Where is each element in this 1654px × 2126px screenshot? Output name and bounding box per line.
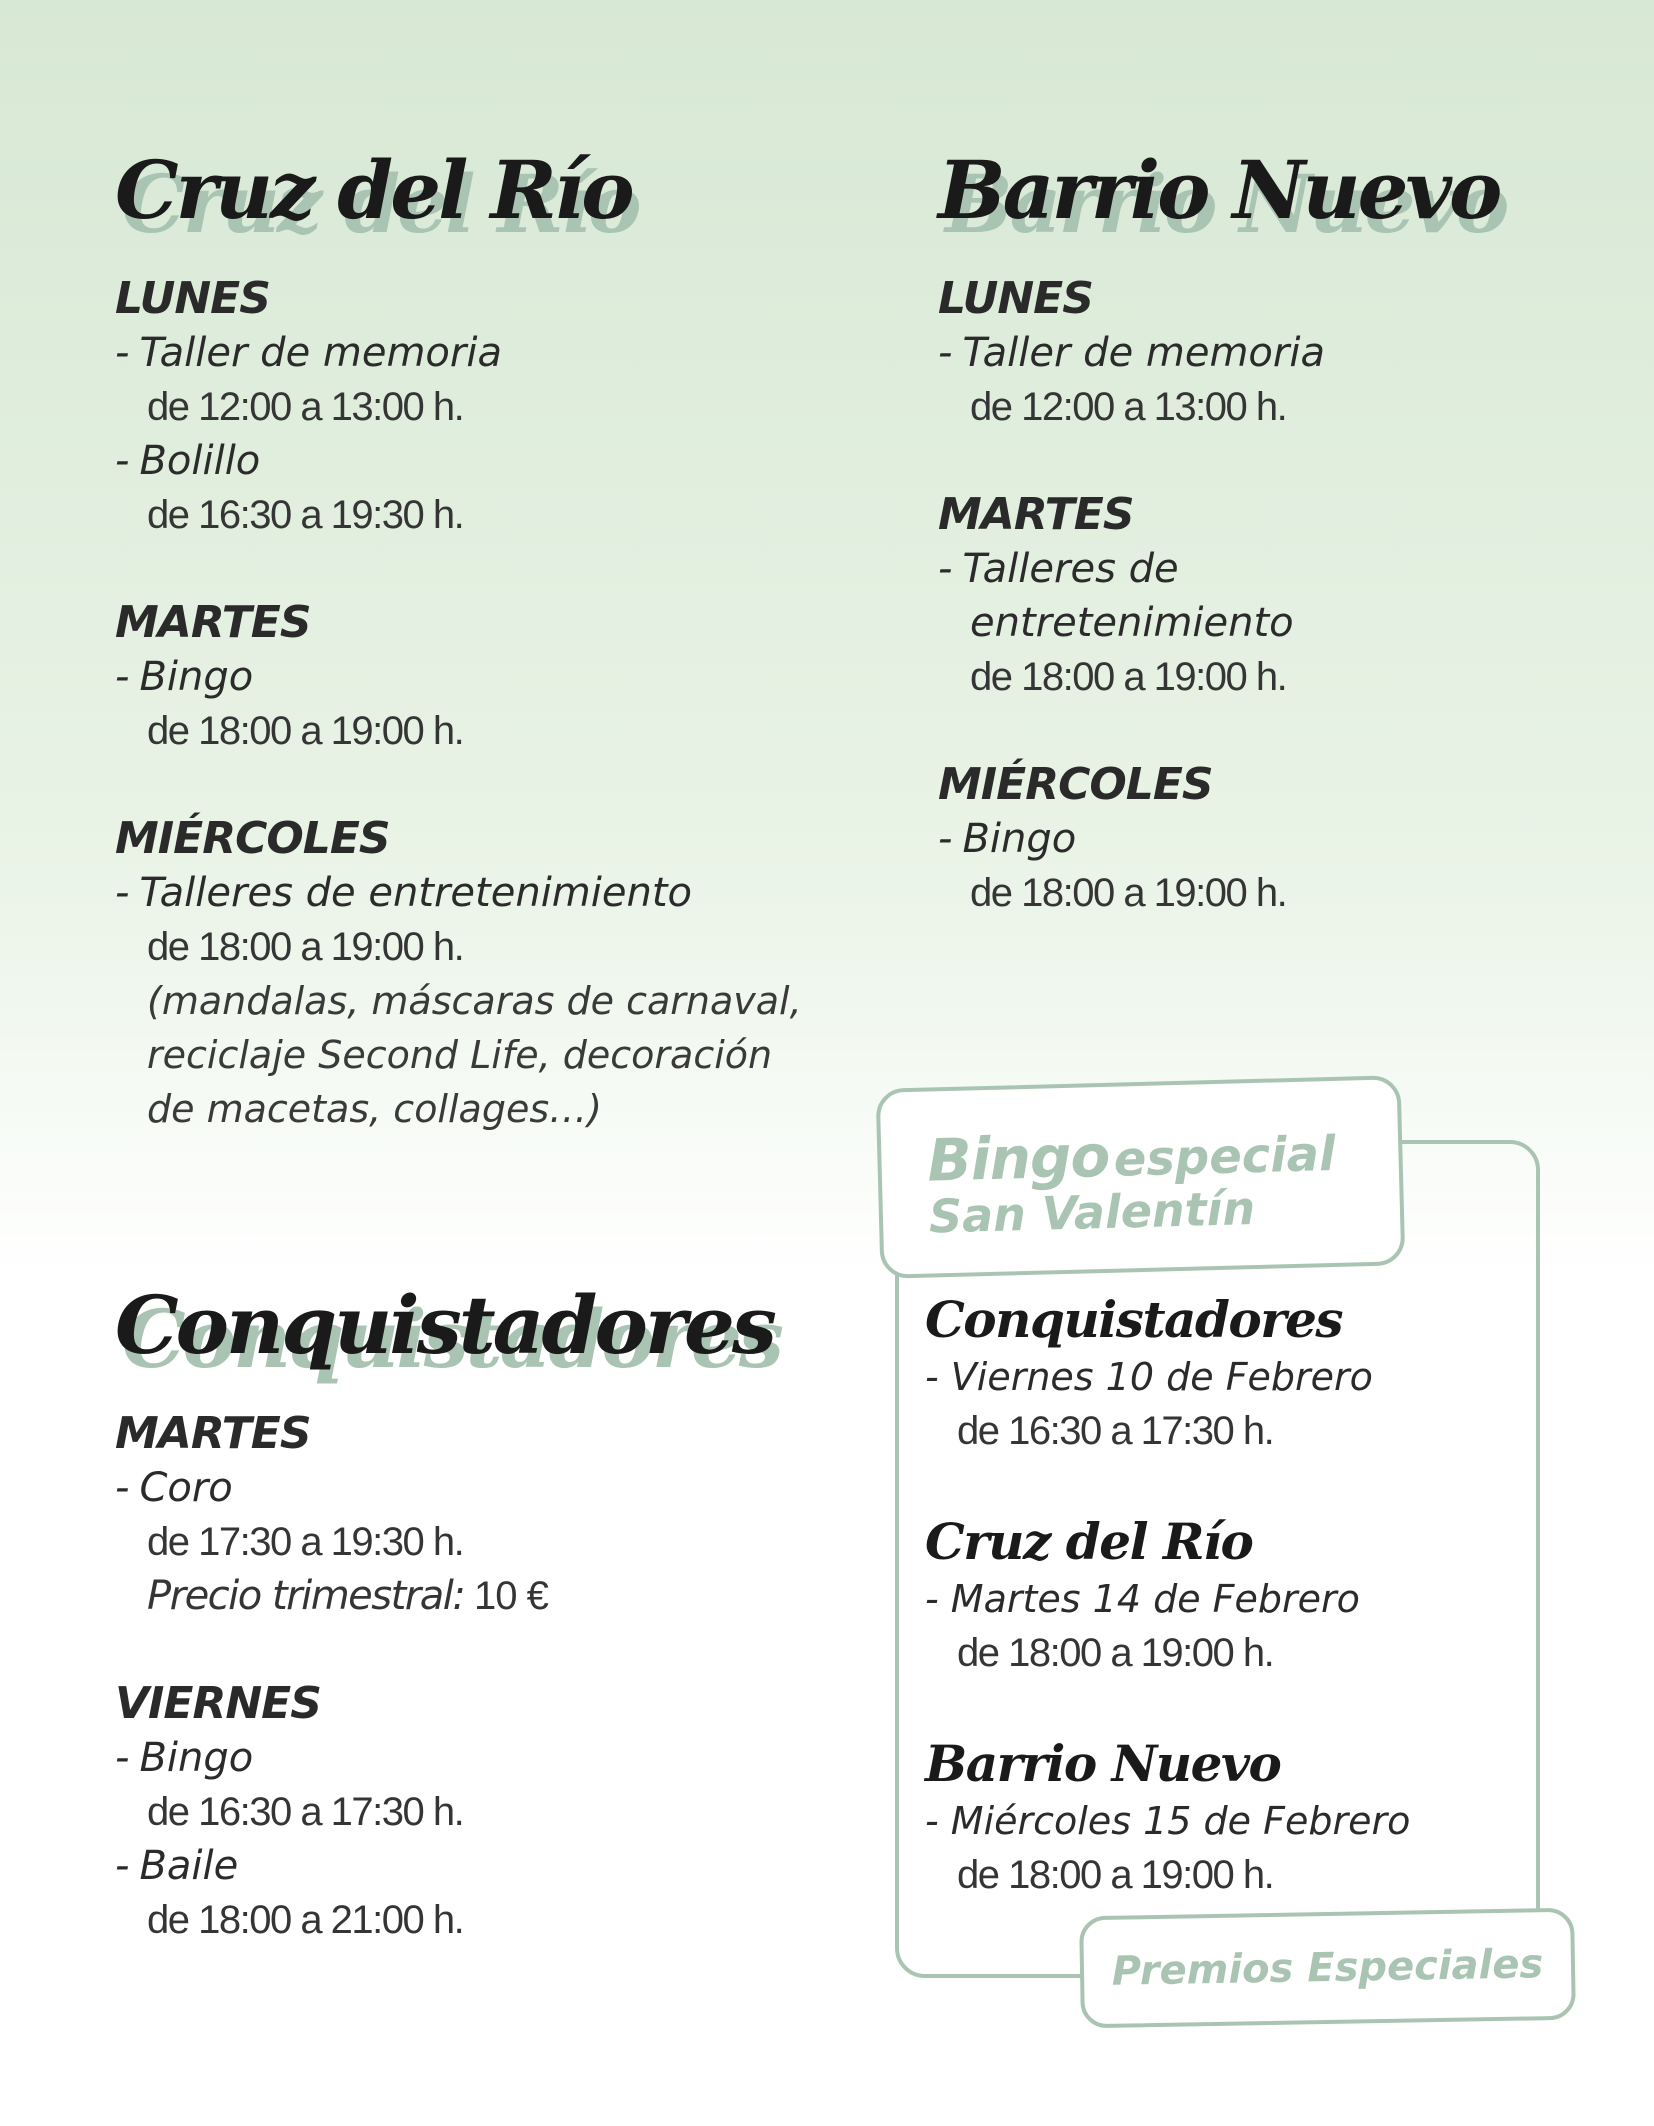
day-block (938, 758, 1499, 920)
prize-label: Premios Especiales (1111, 1941, 1544, 1995)
activity-time: de 12:00 a 13:00 h. (147, 385, 464, 429)
special-bingo-header (876, 1075, 1406, 1279)
special-item (925, 1290, 1410, 1458)
special-time: de 18:00 a 19:00 h. (957, 1853, 1274, 1897)
day-name: MARTES (938, 489, 1134, 540)
activity-name: - Taller de memoria (115, 330, 502, 376)
activity-name: - Talleres de entretenimiento (115, 870, 692, 916)
day-name: MARTES (115, 1408, 311, 1459)
special-date: - Martes 14 de Febrero (925, 1577, 1360, 1621)
special-list (925, 1290, 1410, 1956)
activity-time: de 18:00 a 19:00 h. (970, 871, 1287, 915)
activity-note: reciclaje Second Life, decoración (147, 1033, 773, 1077)
price-value: 10 € (473, 1574, 548, 1618)
special-location: Cruz del Río (925, 1512, 1253, 1571)
day-name: VIERNES (115, 1678, 321, 1729)
activity-time: de 12:00 a 13:00 h. (970, 385, 1287, 429)
activity-time: de 16:30 a 17:30 h. (147, 1790, 464, 1834)
day-name: MIÉRCOLES (115, 813, 390, 864)
section-barrio-nuevo (938, 143, 1500, 974)
activity-name: - Bingo (115, 1735, 254, 1781)
special-location: Conquistadores (925, 1290, 1343, 1349)
special-item (925, 1512, 1410, 1680)
bingo-san-valentin: San Valentín (928, 1181, 1256, 1244)
day-block (115, 272, 802, 542)
day-name: MARTES (115, 597, 311, 648)
activity-note: (mandalas, máscaras de carnaval, (147, 979, 802, 1023)
section-conquistadores (115, 1278, 774, 2001)
activity-name: - Taller de memoria (938, 330, 1325, 376)
day-block (115, 1677, 774, 1947)
day-block (115, 812, 802, 1136)
activity-name: - Coro (115, 1465, 233, 1511)
special-time: de 16:30 a 17:30 h. (957, 1409, 1274, 1453)
section-cruz-del-rio (115, 143, 802, 1190)
day-block (938, 488, 1499, 704)
special-item (925, 1734, 1410, 1902)
activity-name: - Talleres de (938, 546, 1179, 592)
day-block (115, 1407, 774, 1623)
day-name: LUNES (115, 273, 270, 324)
activity-time: de 18:00 a 21:00 h. (147, 1898, 464, 1942)
activity-name: - Baile (115, 1843, 239, 1889)
day-name: MIÉRCOLES (938, 759, 1213, 810)
day-name: LUNES (938, 273, 1093, 324)
special-date: - Viernes 10 de Febrero (925, 1355, 1373, 1399)
special-time: de 18:00 a 19:00 h. (957, 1631, 1274, 1675)
section-title: Cruz del Río (115, 143, 632, 237)
section-title: Conquistadores (115, 1278, 774, 1372)
prize-tag (1079, 1908, 1576, 2029)
bingo-word: Bingo (926, 1121, 1111, 1195)
activity-time: de 17:30 a 19:30 h. (147, 1520, 464, 1564)
activity-name: - Bingo (115, 654, 254, 700)
special-location: Barrio Nuevo (925, 1734, 1281, 1793)
activity-price (115, 1569, 774, 1623)
activity-time: de 18:00 a 19:00 h. (970, 655, 1287, 699)
activity-time: de 18:00 a 19:00 h. (147, 925, 464, 969)
activity-note: de macetas, collages…) (147, 1087, 602, 1131)
day-block (115, 596, 802, 758)
activity-time: de 18:00 a 19:00 h. (147, 709, 464, 753)
activity-name: - Bingo (938, 816, 1077, 862)
day-block (938, 272, 1499, 434)
activity-time: de 16:30 a 19:30 h. (147, 493, 464, 537)
section-title: Barrio Nuevo (938, 143, 1500, 237)
bingo-especial: especial (1113, 1125, 1337, 1188)
activity-name-cont: entretenimiento (970, 600, 1294, 646)
price-label: Precio trimestral: (147, 1573, 465, 1619)
activity-name: - Bolillo (115, 438, 261, 484)
special-date: - Miércoles 15 de Febrero (925, 1799, 1411, 1843)
